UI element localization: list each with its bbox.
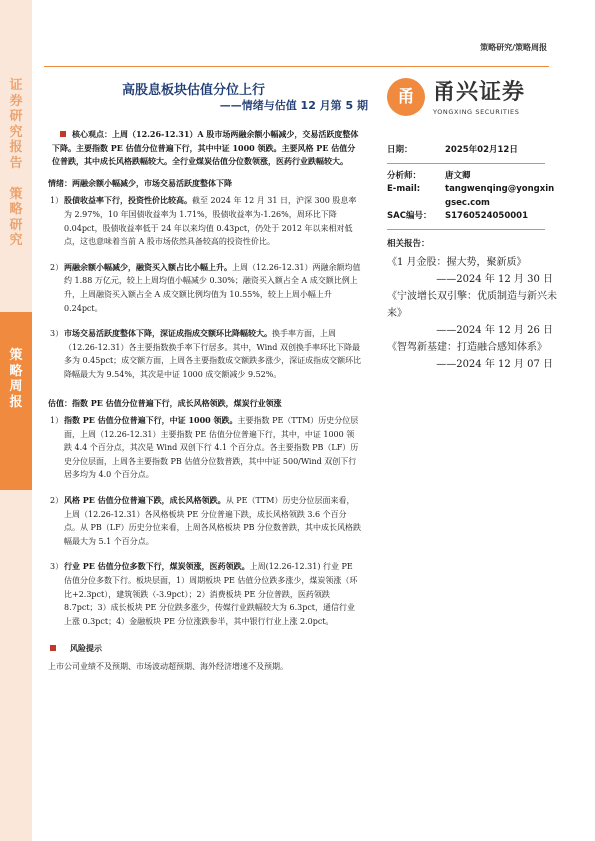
logo-mark-glyph: 甬 [397,87,415,107]
date-row [387,144,557,158]
header-section-label: 策略研究/策略周报 [480,43,547,52]
item-number: 1） [50,196,64,206]
sidebar-category-label [6,78,26,249]
analyst-label: 分析师： [387,170,422,181]
related-reports-heading: 相关报告： [387,238,430,249]
core-paragraph [52,128,362,169]
risk-heading-text: 风险提示 [70,643,102,654]
risk-bullet-icon [50,645,56,651]
item-text: 换手率方面，上周（12.26-12.31）各主要指数换手率下行居多。其中，Wind 双创换手率环比下降最多为 0.45pct；成交额方面，上周各主要指数成交额跌多涨少，深证成指成交额环比降幅最大为 9.54%，其次是中证 1000 成交额减少 9.52%。 [64,329,362,379]
item-number: 3） [50,329,64,339]
sentiment-item [48,194,362,248]
email-row [387,183,557,210]
sidebar-report-type: 策略周报 [9,348,23,410]
report-subtitle: ——情绪与估值 12 月第 5 期 [219,99,368,112]
item-headline: 市场交易活跃度整体下降，深证成指成交额环比降幅较大。 [64,328,272,339]
meta-divider [387,163,545,164]
risk-heading [48,642,362,656]
item-headline: 股债收益率下行，投资性价比较高。 [64,195,192,206]
item-number: 3） [50,562,64,572]
related-report-date: ——2024 年 12 月 30 日 [436,273,553,285]
sidebar-category-top: 证券研究报告 [9,78,23,171]
core-label: 核心观点： [72,129,112,139]
logo-en-name: YONGXING SECURITIES [433,108,520,116]
core-text: 上周（12.26-12.31）A 股市场两融余额小幅减少，交易活跃度整体下降。主要指数 PE 估值分位普遍下行，其中中证 1000 领跌。主要风格 PE 估值分位普跌，其中成长风格跌幅较大。全行业煤炭估值分位数领涨，医药行业跌幅较大。 [52,129,359,167]
sac-label: SAC编号： [387,211,432,222]
related-report-date: ——2024 年 12 月 07 日 [436,358,553,370]
item-headline: 行业 PE 估值分位多数下行，煤炭领涨，医药领跌。 [64,561,250,572]
logo-cn-name: 甬兴证券 [433,80,526,105]
sidebar-bottom-strip [0,490,32,841]
date-value: 2025年02月12日 [445,145,518,155]
sac-row [387,210,557,224]
item-headline: 两融余额小幅减少，融资买入额占比小幅上升。 [64,261,232,272]
valuation-item [48,414,362,482]
item-number: 1） [50,416,64,426]
report-title: 高股息板块估值分位上行 [122,83,266,98]
sentiment-heading: 情绪：两融余额小幅减少，市场交易活跃度整体下降 [48,177,232,188]
valuation-item [48,560,362,628]
item-text: 上周(12.26-12.31) 行业 PE 估值分位多数下行。板块层面，1）周期板块 PE 估值分位跌多涨少，煤炭领涨（环比+2.3pct），建筑领跌（-3.9pct）；2）消费板块 PE 分位普跌，医药领跌 8.7pct；3）成长板块 PE 分位跌多涨少，传媒行业跌幅较大为 6.3pct，通信行业上涨 0.3pct；4）金融板块 PE 分位涨跌参半，其中银行行业上涨 2.0pct。 [64,562,358,626]
sentiment-item [48,261,362,315]
item-headline: 风格 PE 估值分位普遍下跌，成长风格领跌。 [64,495,226,506]
email-label: E-mail: [387,184,421,195]
core-view [48,128,362,169]
item-text: 从 PE（TTM）历史分位层面来看，上周（12.26-12.31）各风格板块 PE 分位普遍下跌，成长风格领跌 3.6 个百分点。从 PB（LF）历史分位来看，上周各风格板块 PB 分位数普跌，其中成长风格跌幅最大为 5.1 个百分点。 [64,496,362,546]
header-rule [44,66,549,67]
analyst-row [387,170,557,184]
valuation-heading: 估值：指数 PE 估值分位普遍下行，成长风格领跌，煤炭行业领涨 [48,397,282,408]
core-bullet-icon [60,131,66,137]
main-content [48,128,362,674]
item-text: 上周（12.26-12.31）两融余额均值约 1.88 万亿元，较上上周均值小幅减少 0.30%；融资买入额占全 A 成交额比例上升，上周融资买入额占全 A 成交额比例均值为 10.55%，较上上周小幅上升 0.24pct。 [64,262,361,313]
valuation-item [48,494,362,548]
item-text: 主要指数 PE（TTM）历史分位层面，上周（12.26-12.31）主要指数 PE 估值分位普遍下行，其中，中证 1000 领跌 4.4 个百分点，其次是 Wind 双创下行 4.1 个百分点。各主要指数 PB（LF）历史分位层面，上周各主要指数 PB 估值分位数普跌，其中中证 500/Wind 双创下行居多均为 4.0 个百分点。 [64,416,359,480]
email-value[interactable]: tangwenqing@yongxingsec.com [445,184,555,208]
item-number: 2） [50,262,64,272]
analyst-value: 唐文卿 [445,170,471,181]
item-headline: 指数 PE 估值分位普遍下行，中证 1000 领跌。 [64,415,238,426]
meta-divider [387,229,545,230]
company-logo [387,78,549,124]
sentiment-item [48,327,362,381]
left-sidebar-band [0,0,32,841]
related-report-title[interactable]: 《智驾新基建：打造融合感知体系》 [387,341,547,353]
sac-value: S1760524050001 [445,211,529,222]
item-text: 截至 2024 年 12 月 31 日，沪深 300 股息率为 2.97%，10 年国债收益率为 1.71%，股债收益率为-1.26%，周环比下降 0.04pct，股债收益率低于 24 年以来均值 0.43pct，仍处于 2012 年以来相对低点，这也意味着当前 A 股市场依然具备较高的投资性价比。 [64,196,357,247]
related-report-title[interactable]: 《1 月金股：握大势，聚新质》 [387,256,527,268]
meta-sidebar [387,128,557,373]
related-report-title[interactable]: 《宁波增长双引擎：优质制造与新兴未来》 [387,290,557,319]
logo-mark-icon [387,78,425,116]
item-number: 2） [50,496,64,506]
date-label: 日期： [387,145,413,155]
sidebar-category-top2: 策略研究 [9,186,23,248]
related-report-date: ——2024 年 12 月 26 日 [436,324,553,336]
risk-text: 上市公司业绩不及预期、市场波动超预期、海外经济增速不及预期。 [48,662,288,671]
